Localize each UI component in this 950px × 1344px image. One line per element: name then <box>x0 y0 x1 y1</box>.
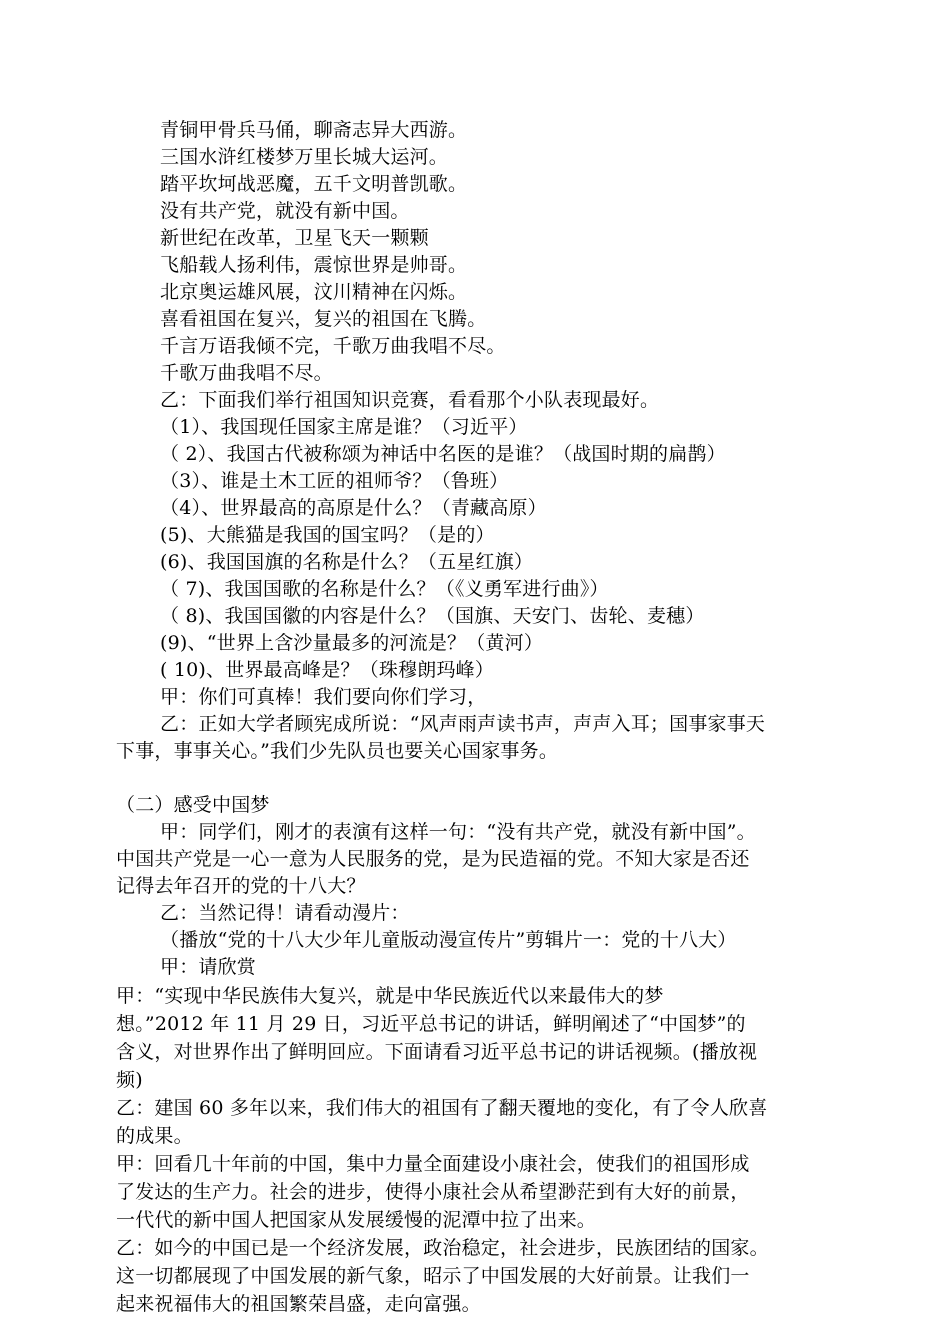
paragraph-line: 的成果。 <box>116 1125 193 1147</box>
dialogue-line: 中国共产党是一心一意为人民服务的党，是为民造福的党。不知大家是否还 <box>116 848 750 870</box>
dialogue-line: 甲：请欣赏 <box>160 956 257 978</box>
poem-line: 没有共产党，就没有新中国。 <box>160 200 410 222</box>
quiz-item: （4）、世界最高的高原是什么？（青藏高原） <box>160 497 547 519</box>
paragraph-line: 甲：回看几十年前的中国，集中力量全面建设小康社会，使我们的祖国形成 <box>116 1153 750 1175</box>
quiz-item: (9)、“世界上含沙量最多的河流是？（黄河） <box>160 632 544 654</box>
paragraph-line: 甲：“实现中华民族伟大复兴，就是中华民族近代以来最伟大的梦 <box>116 985 664 1007</box>
paragraph-line: 了发达的生产力。社会的进步，使得小康社会从希望渺茫到有大好的前景， <box>116 1181 750 1203</box>
poem-line: 飞船载人扬利伟，震惊世界是帅哥。 <box>160 254 468 276</box>
paragraph-line: 这一切都展现了中国发展的新气象，昭示了中国发展的大好前景。让我们一 <box>116 1265 750 1287</box>
paragraph-line: 一代代的新中国人把国家从发展缓慢的泥潭中拉了出来。 <box>116 1209 597 1231</box>
quiz-item: （1）、我国现任国家主席是谁？（习近平） <box>160 416 528 438</box>
dialogue-line: 甲：同学们，刚才的表演有这样一句：“没有共产党，就没有新中国”。 <box>160 821 756 843</box>
quiz-item: （ 8)、我国国徽的内容是什么？（国旗、天安门、齿轮、麦穗） <box>160 605 705 627</box>
poem-line: 千言万语我倾不完，千歌万曲我唱不尽。 <box>160 335 506 357</box>
poem-line: 踏平坎坷战恶魔，五千文明普凯歌。 <box>160 173 468 195</box>
quiz-item: ( 10)、世界最高峰是？（珠穆朗玛峰） <box>160 659 495 681</box>
poem-line: 喜看祖国在复兴，复兴的祖国在飞腾。 <box>160 308 487 330</box>
poem-line: 千歌万曲我唱不尽。 <box>160 362 333 384</box>
dialogue-line: 记得去年召开的党的十八大？ <box>116 875 366 897</box>
poem-line: 青铜甲骨兵马俑，聊斋志异大西游。 <box>160 119 468 141</box>
dialogue-line: 甲：你们可真棒！我们要向你们学习， <box>160 686 487 708</box>
paragraph-line: 乙：如今的中国已是一个经济发展，政治稳定，社会进步，民族团结的国家。 <box>116 1237 769 1259</box>
quiz-intro: 乙：下面我们举行祖国知识竞赛，看看那个小队表现最好。 <box>160 389 660 411</box>
paragraph-line: 起来祝福伟大的祖国繁荣昌盛，走向富强。 <box>116 1293 481 1315</box>
quiz-item: （ 7)、我国国歌的名称是什么？（《义勇军进行曲》） <box>160 578 609 600</box>
quiz-item: (5)、大熊猫是我国的国宝吗？（是的） <box>160 524 495 546</box>
poem-line: 三国水浒红楼梦万里长城大运河。 <box>160 146 449 168</box>
paragraph-line: 想。”2012 年 11 月 29 日，习近平总书记的讲话，鲜明阐述了“中国梦”的 <box>116 1013 746 1035</box>
dialogue-line: 乙：当然记得！请看动漫片： <box>160 902 410 924</box>
dialogue-line: （播放“党的十八大少年儿童版动漫宣传片”剪辑片一：党的十八大） <box>160 929 737 951</box>
dialogue-line: 乙：正如大学者顾宪成所说：“风声雨声读书声，声声入耳；国事家事天 <box>160 713 766 735</box>
paragraph-line: 含义，对世界作出了鲜明回应。下面请看习近平总书记的讲话视频。(播放视 <box>116 1041 758 1063</box>
section-title: （二）感受中国梦 <box>116 794 270 816</box>
paragraph-line: 乙：建国 60 多年以来，我们伟大的祖国有了翻天覆地的变化，有了令人欣喜 <box>116 1097 768 1119</box>
quiz-item: (6)、我国国旗的名称是什么？（五星红旗） <box>160 551 534 573</box>
quiz-item: （ 2）、我国古代被称颂为神话中名医的是谁？（战国时期的扁鹊） <box>160 443 726 465</box>
poem-line: 新世纪在改革，卫星飞天一颗颗 <box>160 227 429 249</box>
quiz-item: （3）、谁是土木工匠的祖师爷？（鲁班） <box>160 470 509 492</box>
poem-line: 北京奥运雄风展，汶川精神在闪烁。 <box>160 281 468 303</box>
dialogue-line: 下事，事事关心。”我们少先队员也要关心国家事务。 <box>116 740 559 762</box>
paragraph-line: 频) <box>116 1069 143 1091</box>
